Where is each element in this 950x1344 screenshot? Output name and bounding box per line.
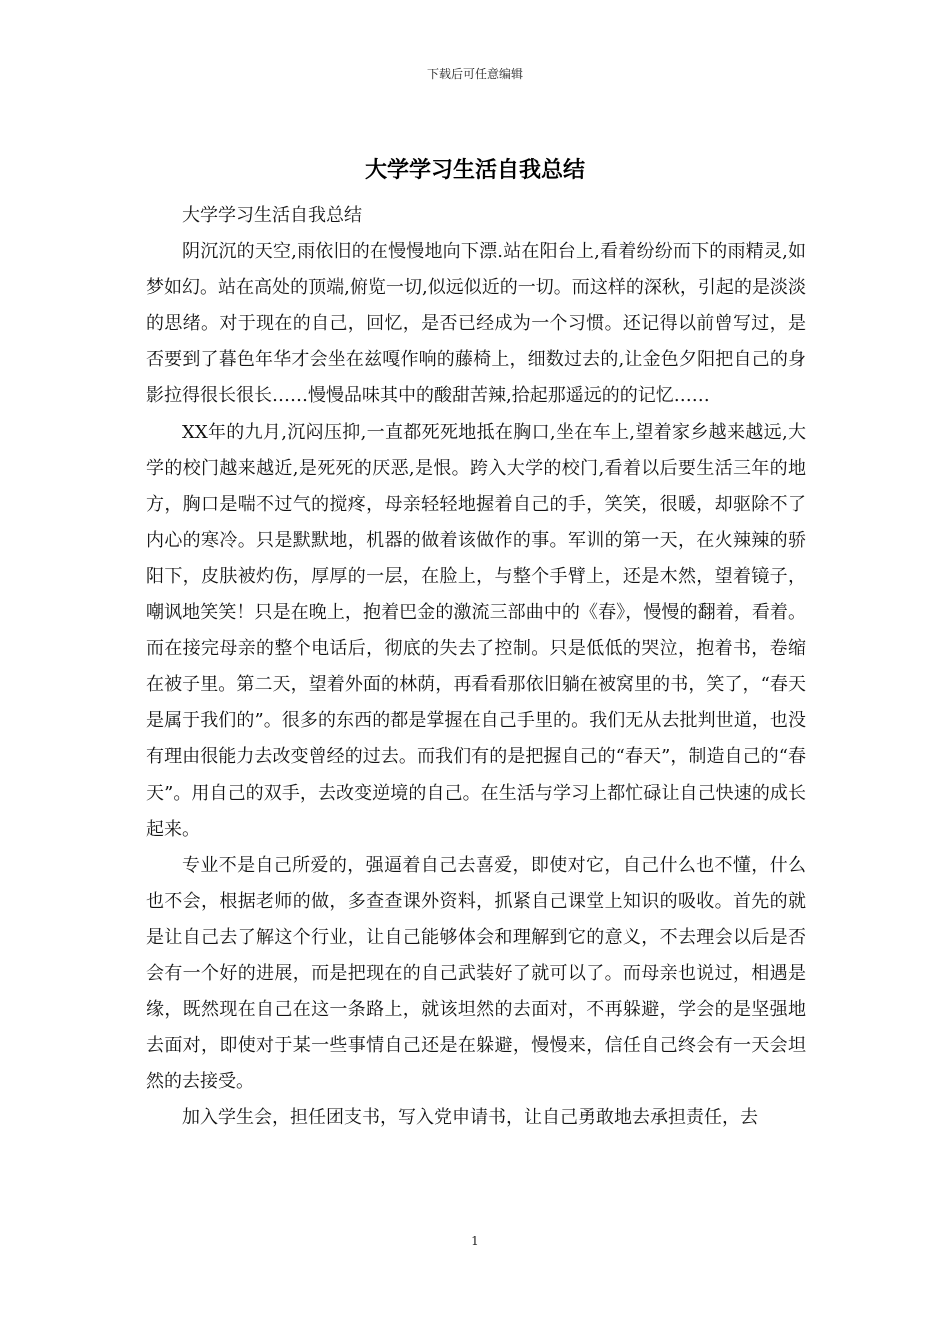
paragraph: 专业不是自己所爱的，强逼着自己去喜爱，即使对它，自己什么也不懂，什么也不会，根据老师的做，多查查课外资料，抓紧自己课堂上知识的吸收。首先的就是让自己去了解这个行业，让自己能够体会和理解到它的意义，不去理会以后是否会有一个好的进展，而是把现在的自己武装好了就可以了。而母亲也说过，相遇是缘，既然现在自己在这一条路上，就该坦然的去面对，不再躲避，学会的是坚强地去面对，即使对于某一些事情自己还是在躲避，慢慢来，信任自己终会有一天会坦然的去接受。 [146,854,806,1093]
document-title: 大学学习生活自我总结 [364,157,585,183]
paragraph: 加入学生会，担任团支书，写入党申请书，让自己勇敢地去承担责任，去 [182,1107,758,1129]
page-number: 1 [471,1234,479,1248]
document-body [146,198,806,1136]
paragraph: XX年的九月,沉闷压抑,一直都死死地抵在胸口,坐在车上,望着家乡越来越远,大学的校门越来越近,是死死的厌恶,是恨。跨入大学的校门,看着以后要生活三年的地方，胸口是喘不过气的搅疼，母亲轻轻地握着自己的手，笑笑，很暖，却驱除不了内心的寒冷。只是默默地，机器的做着该做作的事。军训的第一天，在火辣辣的骄阳下，皮肤被灼伤，厚厚的一层，在脸上，与整个手臂上，还是木然，望着镜子，嘲讽地笑笑！只是在晚上，抱着巴金的激流三部曲中的《春》，慢慢的翻着，看着。而在接完母亲的整个电话后，彻底的失去了控制。只是低低的哭泣，抱着书，卷缩在被子里。第二天，望着外面的林荫，再看看那依旧躺在被窝里的书，笑了，“春天是属于我们的”。很多的东西的都是掌握在自己手里的。我们无从去批判世道，也没有理由很能力去改变曾经的过去。而我们有的是把握自己的“春天”，制造自己的“春天”。用自己的双手，去改变逆境的自己。在生活与学习上都忙碌让自己快速的成长起来。 [146,421,806,840]
paragraph: 阴沉沉的天空,雨依旧的在慢慢地向下漂.站在阳台上,看着纷纷而下的雨精灵,如梦如幻。站在高处的顶端,俯览一切,似远似近的一切。而这样的深秋，引起的是淡淡的思绪。对于现在的自己，回忆，是否已经成为一个习惯。还记得以前曾写过，是否要到了暮色年华才会坐在兹嘎作响的藤椅上，细数过去的,让金色夕阳把自己的身影拉得很长很长……慢慢品味其中的酸甜苦辣,拾起那遥远的的记忆…… [146,241,806,407]
header-note: 下载后可任意编辑 [426,67,523,81]
paragraph: 大学学习生活自我总结 [182,205,362,226]
